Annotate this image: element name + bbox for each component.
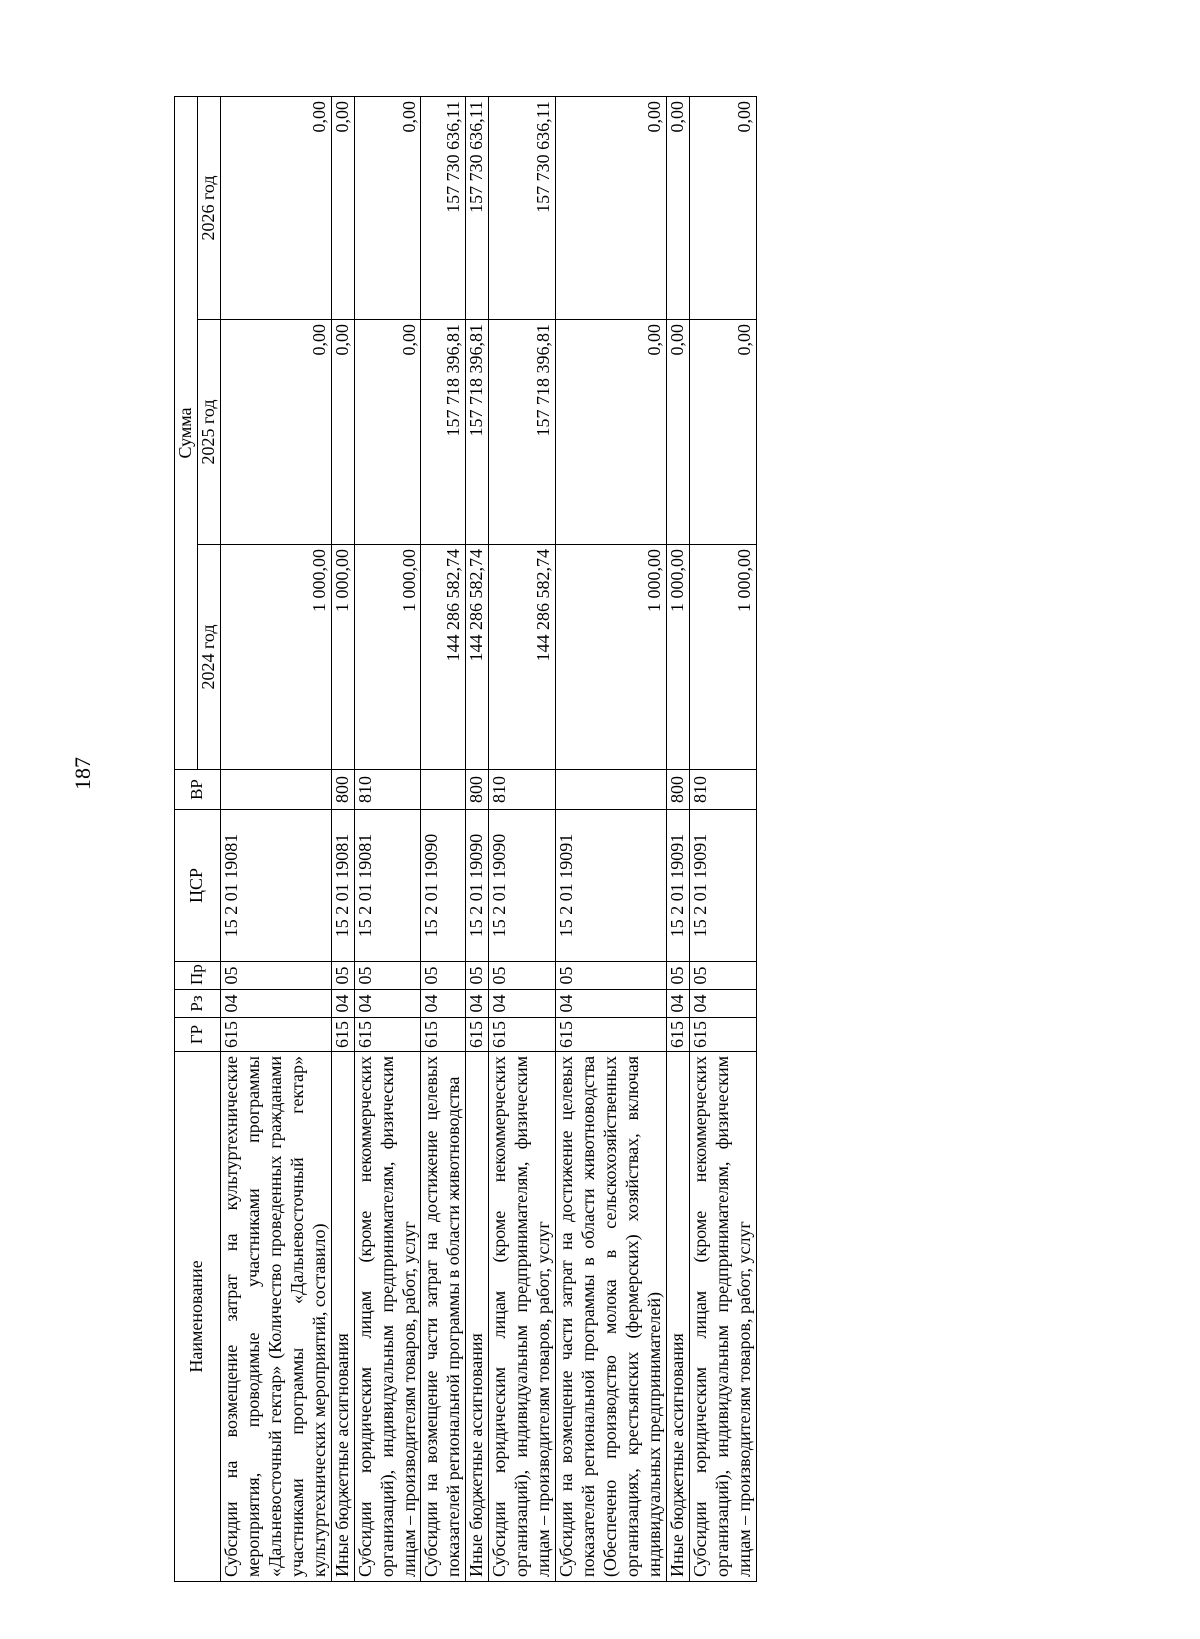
row-csr: 15 2 01 19081 bbox=[331, 810, 354, 962]
row-rz: 04 bbox=[689, 990, 756, 1018]
row-sum-2025: 0,00 bbox=[666, 320, 689, 545]
row-gr: 615 bbox=[220, 1018, 331, 1052]
row-csr: 15 2 01 19091 bbox=[556, 810, 667, 962]
table-row bbox=[331, 96, 354, 1581]
row-pr: 05 bbox=[466, 962, 489, 990]
row-sum-2026: 0,00 bbox=[220, 96, 331, 319]
table-row bbox=[666, 96, 689, 1581]
table-row bbox=[421, 96, 466, 1581]
row-csr: 15 2 01 19091 bbox=[689, 810, 756, 962]
header-year-2026: 2026 год bbox=[197, 96, 220, 319]
row-rz: 04 bbox=[466, 990, 489, 1018]
row-sum-2024: 1 000,00 bbox=[331, 545, 354, 770]
row-vr: 810 bbox=[489, 770, 556, 810]
table-row bbox=[489, 96, 556, 1581]
table-body bbox=[220, 96, 756, 1581]
row-vr: 800 bbox=[666, 770, 689, 810]
header-csr: ЦСР bbox=[175, 810, 221, 962]
row-sum-2024: 144 286 582,74 bbox=[466, 545, 489, 770]
row-sum-2025: 0,00 bbox=[331, 320, 354, 545]
row-name: Субсидии юридическим лицам (кроме некоммерческих организаций), индивидуальным предпринимателям, физическим лицам – производителям товаров, работ, услуг bbox=[354, 1052, 421, 1582]
row-gr: 615 bbox=[331, 1018, 354, 1052]
budget-table-container bbox=[174, 97, 1029, 1582]
header-row bbox=[175, 96, 198, 1581]
row-sum-2026: 157 730 636,11 bbox=[421, 96, 466, 319]
row-name: Иные бюджетные ассигнования bbox=[331, 1052, 354, 1582]
row-gr: 615 bbox=[466, 1018, 489, 1052]
row-gr: 615 bbox=[421, 1018, 466, 1052]
table-row bbox=[354, 96, 421, 1581]
table-row bbox=[556, 96, 667, 1581]
row-rz: 04 bbox=[354, 990, 421, 1018]
row-sum-2025: 0,00 bbox=[354, 320, 421, 545]
row-sum-2024: 144 286 582,74 bbox=[421, 545, 466, 770]
row-name: Субсидии на возмещение части затрат на достижение целевых показателей региональной программы в области животноводства bbox=[421, 1052, 466, 1582]
row-gr: 615 bbox=[666, 1018, 689, 1052]
row-vr bbox=[220, 770, 331, 810]
row-name: Субсидии юридическим лицам (кроме некоммерческих организаций), индивидуальным предпринимателям, физическим лицам – производителям товаров, работ, услуг bbox=[489, 1052, 556, 1582]
header-rz: Рз bbox=[175, 990, 221, 1018]
row-rz: 04 bbox=[666, 990, 689, 1018]
header-sum-group: Сумма bbox=[175, 96, 198, 769]
row-sum-2026: 0,00 bbox=[666, 96, 689, 319]
row-sum-2026: 157 730 636,11 bbox=[466, 96, 489, 319]
row-rz: 04 bbox=[556, 990, 667, 1018]
row-sum-2025: 0,00 bbox=[689, 320, 756, 545]
row-rz: 04 bbox=[489, 990, 556, 1018]
row-name: Субсидии на возмещение затрат на культуртехнические мероприятия, проводимые участниками программы «Дальневосточный гектар» (Количество проведенных гражданами участниками программы «Дальневосточный гектар» культуртехнических мероприятий, составило) bbox=[220, 1052, 331, 1582]
row-csr: 15 2 01 19081 bbox=[220, 810, 331, 962]
row-name: Иные бюджетные ассигнования bbox=[466, 1052, 489, 1582]
row-sum-2024: 1 000,00 bbox=[220, 545, 331, 770]
row-rz: 04 bbox=[421, 990, 466, 1018]
row-sum-2026: 0,00 bbox=[354, 96, 421, 319]
row-rz: 04 bbox=[331, 990, 354, 1018]
row-csr: 15 2 01 19090 bbox=[489, 810, 556, 962]
row-pr: 05 bbox=[489, 962, 556, 990]
row-name: Субсидии юридическим лицам (кроме некоммерческих организаций), индивидуальным предпринимателям, физическим лицам – производителям товаров, работ, услуг bbox=[689, 1052, 756, 1582]
table-header bbox=[175, 96, 221, 1581]
table-row bbox=[220, 96, 331, 1581]
row-gr: 615 bbox=[354, 1018, 421, 1052]
header-year-2025: 2025 год bbox=[197, 320, 220, 545]
row-csr: 15 2 01 19090 bbox=[421, 810, 466, 962]
row-csr: 15 2 01 19081 bbox=[354, 810, 421, 962]
header-pr: Пр bbox=[175, 962, 221, 990]
row-name: Субсидии на возмещение части затрат на достижение целевых показателей региональной программы в области животноводства (Обеспечено производство молока в сельскохозяйственных организациях, крестьянских (фермерских) хозяйствах, включая индивидуальных предпринимателей) bbox=[556, 1052, 667, 1582]
row-rz: 04 bbox=[220, 990, 331, 1018]
row-vr bbox=[556, 770, 667, 810]
row-csr: 15 2 01 19090 bbox=[466, 810, 489, 962]
row-vr bbox=[421, 770, 466, 810]
row-sum-2025: 157 718 396,81 bbox=[421, 320, 466, 545]
row-vr: 810 bbox=[689, 770, 756, 810]
row-sum-2026: 0,00 bbox=[331, 96, 354, 319]
row-pr: 05 bbox=[556, 962, 667, 990]
row-name: Иные бюджетные ассигнования bbox=[666, 1052, 689, 1582]
row-sum-2024: 1 000,00 bbox=[354, 545, 421, 770]
header-year-2024: 2024 год bbox=[197, 545, 220, 770]
row-sum-2024: 1 000,00 bbox=[689, 545, 756, 770]
table-row bbox=[466, 96, 489, 1581]
row-sum-2025: 157 718 396,81 bbox=[466, 320, 489, 545]
row-sum-2024: 144 286 582,74 bbox=[489, 545, 556, 770]
row-sum-2026: 157 730 636,11 bbox=[489, 96, 556, 319]
row-sum-2026: 0,00 bbox=[556, 96, 667, 319]
header-gr: ГР bbox=[175, 1018, 221, 1052]
table-row bbox=[689, 96, 756, 1581]
row-sum-2025: 157 718 396,81 bbox=[489, 320, 556, 545]
row-sum-2024: 1 000,00 bbox=[556, 545, 667, 770]
row-vr: 800 bbox=[331, 770, 354, 810]
page-number: 187 bbox=[70, 757, 95, 790]
row-pr: 05 bbox=[331, 962, 354, 990]
row-gr: 615 bbox=[556, 1018, 667, 1052]
row-gr: 615 bbox=[689, 1018, 756, 1052]
row-csr: 15 2 01 19091 bbox=[666, 810, 689, 962]
row-vr: 810 bbox=[354, 770, 421, 810]
row-sum-2026: 0,00 bbox=[689, 96, 756, 319]
row-pr: 05 bbox=[666, 962, 689, 990]
row-vr: 800 bbox=[466, 770, 489, 810]
row-gr: 615 bbox=[489, 1018, 556, 1052]
header-vr: ВР bbox=[175, 770, 221, 810]
header-name: Наименование bbox=[175, 1052, 221, 1582]
row-pr: 05 bbox=[689, 962, 756, 990]
row-pr: 05 bbox=[354, 962, 421, 990]
row-pr: 05 bbox=[220, 962, 331, 990]
row-sum-2025: 0,00 bbox=[220, 320, 331, 545]
row-sum-2025: 0,00 bbox=[556, 320, 667, 545]
row-pr: 05 bbox=[421, 962, 466, 990]
row-sum-2024: 1 000,00 bbox=[666, 545, 689, 770]
budget-table bbox=[174, 96, 757, 1582]
